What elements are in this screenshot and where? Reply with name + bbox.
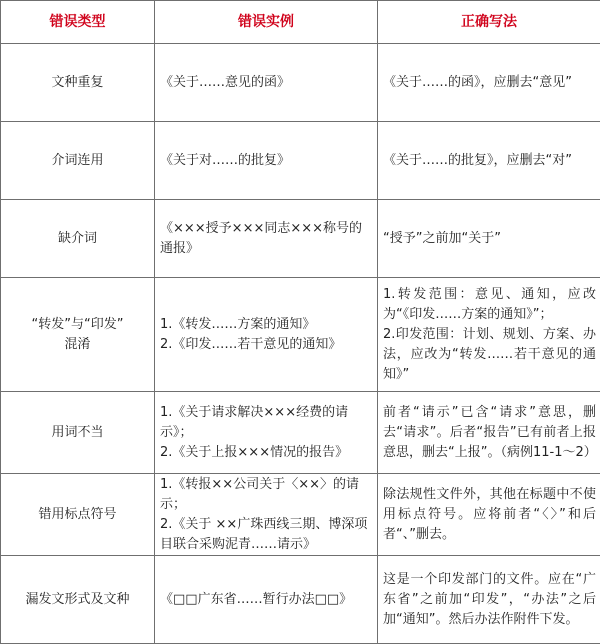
table-row	[1, 122, 600, 200]
error-type-cell	[1, 474, 155, 556]
error-type-text: “转发”与“印发”	[31, 316, 124, 332]
table-row	[1, 44, 600, 122]
error-example-text: 1.《转发……方案的通知》	[160, 316, 316, 332]
error-type-text: 缺介词	[57, 230, 97, 246]
error-example-text: 《关于……意见的函》	[160, 74, 291, 90]
table-row	[1, 474, 600, 556]
correct-form-text: 《关于……的批复》，应删去“对”	[383, 152, 572, 168]
error-example-cell	[155, 278, 378, 392]
error-example-text: 《□□广东省……暂行办法□□》	[160, 591, 353, 607]
error-example-text: 2.《印发……若干意见的通知》	[160, 336, 342, 352]
error-type-cell	[1, 200, 155, 278]
correct-form-text: 除法规性文件外，其他在标题中不使用标点符号。应将前者“〈〉”和后者“、”删去。	[383, 486, 596, 542]
error-example-text: 1.《转报××公司关于〈××〉的请示；	[160, 476, 359, 512]
table-header-row	[1, 1, 600, 44]
error-example-cell	[155, 122, 378, 200]
table-row	[1, 278, 600, 392]
error-type-cell	[1, 278, 155, 392]
header-correct-form: 正确写法	[378, 1, 600, 44]
error-example-text: 《关于对……的批复》	[160, 152, 291, 168]
correct-form-text: 前者“请示”已含“请求”意思，删去“请求”。后者“报告”已有前者上报意思，删去“上报”。（病例11-1～2）	[383, 404, 597, 460]
error-example-cell	[155, 556, 378, 644]
correct-form-cell	[378, 44, 600, 122]
error-type-cell	[1, 44, 155, 122]
header-error-type: 错误类型	[1, 1, 155, 44]
table-row	[1, 392, 600, 474]
header-error-example: 错误实例	[155, 1, 378, 44]
error-example-cell	[155, 474, 378, 556]
error-type-text: 混淆	[64, 336, 91, 352]
table-row	[1, 556, 600, 644]
error-type-cell	[1, 122, 155, 200]
error-example-text: 2.《关于 ××广珠西线三期、博深项目联合采购泥青……请示》	[160, 516, 368, 552]
correct-form-text: 这是一个印发部门的文件。应在“广东省”之前加“印发”，“办法”之后加“通知”。然后办法作附件下发。	[383, 571, 596, 627]
correct-form-cell	[378, 200, 600, 278]
error-example-text: 1.《关于请求解决×××经费的请示》；	[160, 404, 349, 440]
error-type-cell	[1, 556, 155, 644]
error-type-text: 错用标点符号	[38, 506, 117, 522]
correct-form-cell	[378, 556, 600, 644]
error-type-text: 漏发文形式及文种	[25, 591, 130, 607]
table-row	[1, 200, 600, 278]
correct-form-cell	[378, 392, 600, 474]
error-type-text: 文种重复	[51, 74, 104, 90]
correct-form-text: 《关于……的函》，应删去“意见”	[383, 74, 572, 90]
correct-form-cell	[378, 122, 600, 200]
error-example-cell	[155, 200, 378, 278]
error-type-cell	[1, 392, 155, 474]
correct-form-text: 1.转发范围：意见、通知，应改为“《印发……方案的通知》”；	[383, 286, 596, 322]
error-example-text: 2.《关于上报×××情况的报告》	[160, 444, 349, 460]
correct-form-cell	[378, 278, 600, 392]
error-type-text: 介词连用	[51, 152, 104, 168]
error-example-cell	[155, 392, 378, 474]
error-example-text: 《×××授予×××同志×××称号的通报》	[160, 220, 363, 256]
error-example-cell	[155, 44, 378, 122]
correct-form-cell	[378, 474, 600, 556]
correct-form-text: “授予”之前加“关于”	[383, 230, 501, 246]
correct-form-text: 2.印发范围：计划、规划、方案、办法，应改为“转发……若干意见的通知》”	[383, 326, 596, 382]
error-type-text: 用词不当	[51, 424, 104, 440]
